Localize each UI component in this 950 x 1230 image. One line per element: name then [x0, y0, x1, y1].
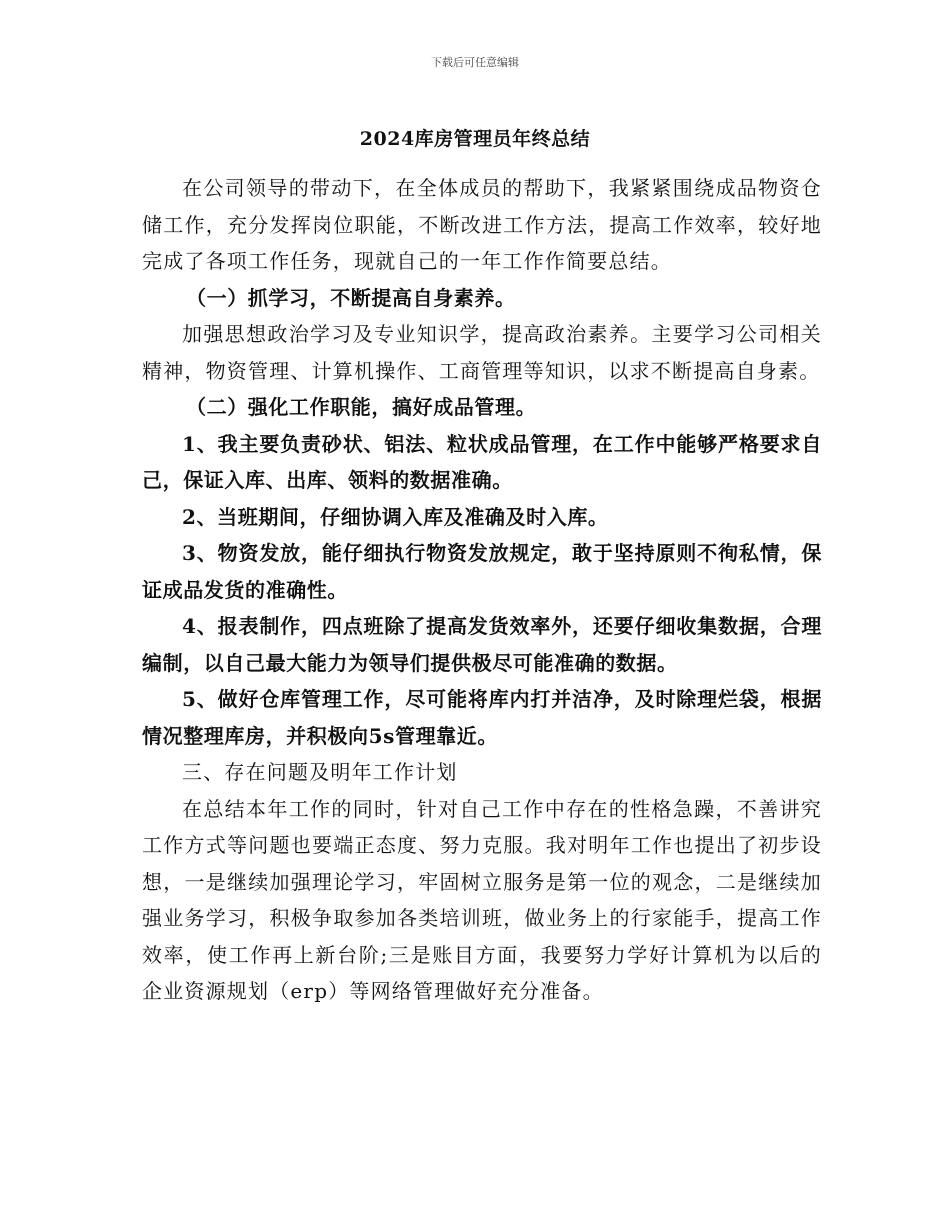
duty-item-1: 1、我主要负责砂状、铝法、粒状成品管理，在工作中能够严格要求自己，保证入库、出库、领料的数据准确。	[142, 431, 822, 492]
section-heading-2: （二）强化工作职能，搞好成品管理。	[186, 395, 537, 419]
document-body	[142, 170, 822, 1010]
duty-item-4: 4、报表制作，四点班除了提高发货效率外，还要仔细收集数据，合理编制，以自己最大能力为领导们提供极尽可能准确的数据。	[142, 614, 822, 675]
section-heading-3: 三、存在问题及明年工作计划	[182, 760, 458, 784]
duty-item-5: 5、做好仓库管理工作，尽可能将库内打并洁净，及时除理烂袋，根据情况整理库房，并积极向5s管理靠近。	[142, 687, 822, 748]
duty-item-2: 2、当班期间，仔细协调入库及准确及时入库。	[182, 504, 609, 529]
intro-paragraph: 在公司领导的带动下，在全体成员的帮助下，我紧紧围绕成品物资仓储工作，充分发挥岗位职能，不断改进工作方法，提高工作效率，较好地完成了各项工作任务，现就自己的一年工作作简要总结。	[142, 176, 822, 273]
plan-paragraph: 在总结本年工作的同时，针对自己工作中存在的性格急躁，不善讲究工作方式等问题也要端正态度、努力克服。我对明年工作也提出了初步设想，一是继续加强理论学习，牢固树立服务是第一位的观念，二是继续加强业务学习，积极争取参加各类培训班，做业务上的行家能手，提高工作效率，使工作再上新台阶;三是账目方面，我要努力学好计算机为以后的企业资源规划（erp）等网络管理做好充分准备。	[142, 796, 822, 1003]
section-heading-1: （一）抓学习，不断提高自身素养。	[186, 285, 516, 310]
header-note: 下载后可任意编辑	[431, 56, 519, 69]
duty-item-3: 3、物资发放，能仔细执行物资发放规定，敢于坚持原则不徇私情，保证成品发货的准确性。	[142, 541, 822, 602]
document-title: 2024库房管理员年终总结	[359, 128, 591, 150]
study-paragraph: 加强思想政治学习及专业知识学，提高政治素养。主要学习公司相关精神，物资管理、计算机操作、工商管理等知识，以求不断提高自身素。	[142, 322, 822, 383]
